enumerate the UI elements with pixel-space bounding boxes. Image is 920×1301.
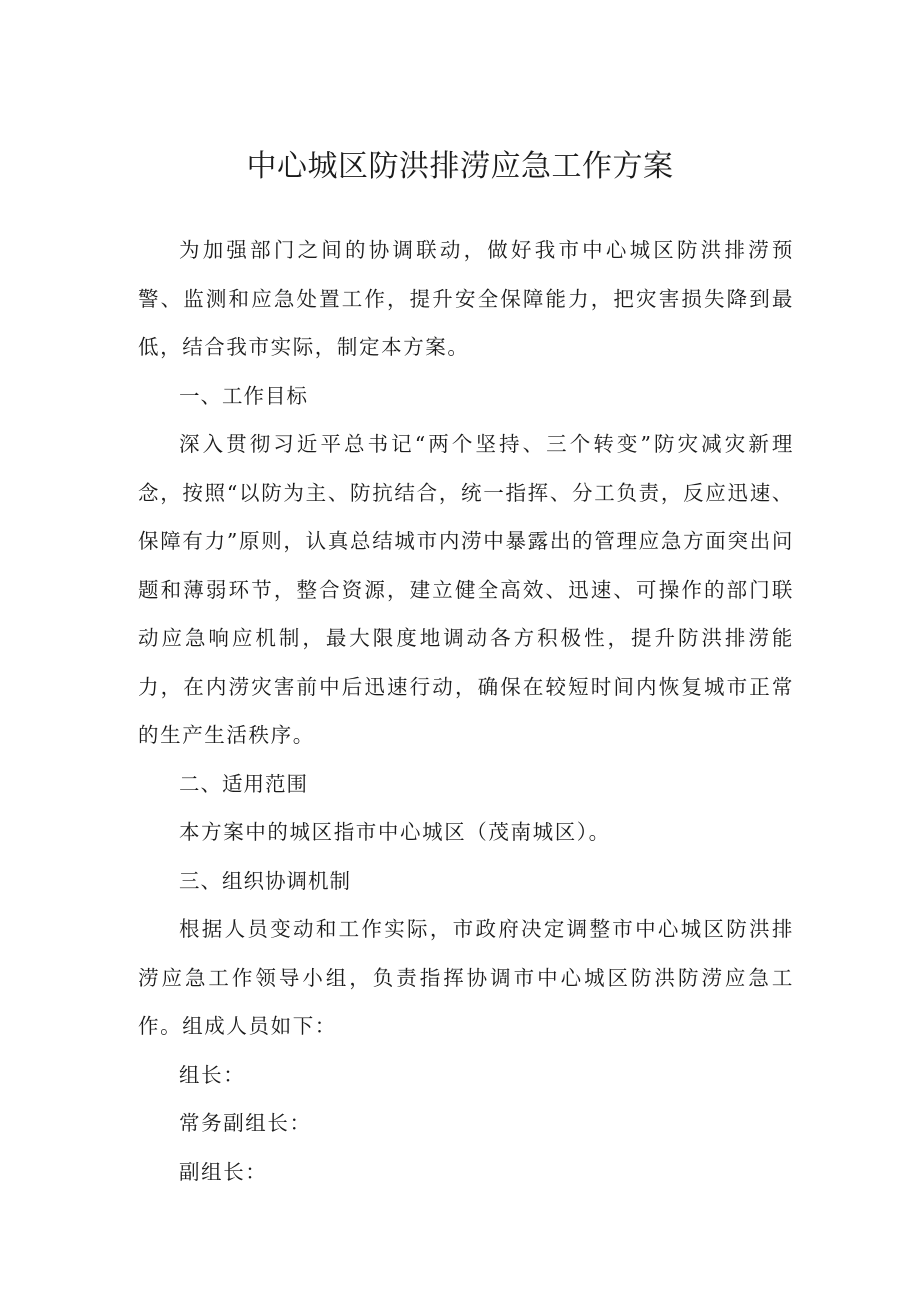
role-deputy-leader: 副组长： bbox=[179, 1159, 268, 1184]
role-leader: 组长： bbox=[179, 1062, 246, 1087]
section-heading-scope: 二、适用范围 bbox=[179, 771, 308, 796]
section-text-scope: 本方案中的城区指市中心城区（茂南城区）。 bbox=[179, 820, 611, 844]
section-text-organization: 根据人员变动和工作实际，市政府决定调整市中心城区防洪排涝应急工作领导小组，负责指挥协调市中心城区防洪防涝应急工作。组成人员如下： bbox=[138, 917, 794, 1038]
document-title: 中心城区防洪排涝应急工作方案 bbox=[246, 149, 674, 184]
document-body bbox=[138, 226, 794, 1196]
section-heading-organization: 三、组织协调机制 bbox=[179, 868, 351, 893]
role-executive-deputy-leader: 常务副组长： bbox=[179, 1111, 312, 1135]
intro-paragraph: 为加强部门之间的协调联动，做好我市中心城区防洪排涝预警、监测和应急处置工作，提升安全保障能力，把灾害损失降到最低，结合我市实际，制定本方案。 bbox=[138, 238, 794, 359]
section-text-goals: 深入贯彻习近平总书记“两个坚持、三个转变”防灾减灾新理念，按照“以防为主、防抗结合，统一指挥、分工负责，反应迅速、保障有力”原则，认真总结城市内涝中暴露出的管理应急方面突出问题和薄弱环节，整合资源，建立健全高效、迅速、可操作的部门联动应急响应机制，最大限度地调动各方积极性，提升防洪排涝能力，在内涝灾害前中后迅速行动，确保在较短时间内恢复城市正常的生产生活秩序。 bbox=[138, 432, 794, 747]
section-heading-goals: 一、工作目标 bbox=[179, 383, 308, 408]
